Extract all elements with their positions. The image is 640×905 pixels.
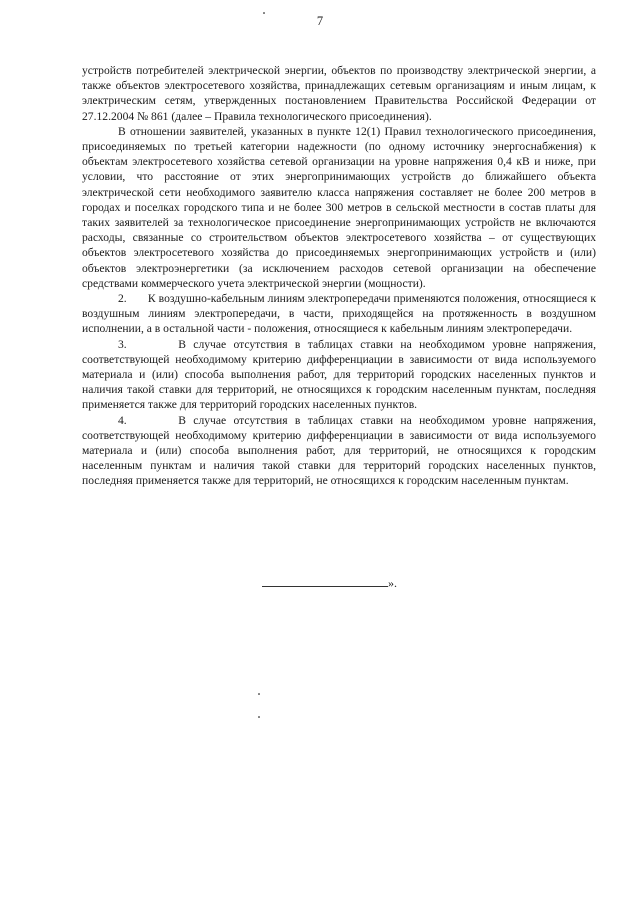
paragraph-item-4: 4. В случае отсутствия в таблицах ставки на необходимом уровне напряжения, соответствующей необходимому критерию дифференциации в зависимости от вида используемого материала и (или) способа выполнения работ, для территорий, не относящихся к городским населенным пунктам и наличия такой ставки для территорий городских населенных пунктов, последняя применяется также для территорий, не относящихся к городским населенным пунктам. — [82, 413, 596, 488]
scan-speck — [263, 12, 265, 14]
closing-quote: ». — [388, 576, 397, 590]
scan-speck — [258, 716, 260, 718]
closing-line-block — [262, 576, 397, 591]
scan-speck — [258, 693, 260, 695]
paragraph-continuation: устройств потребителей электрической энергии, объектов по производству электрической энергии, а также объектов электросетевого хозяйства, принадлежащих сетевым организациям и иным лицам, к электрическим сетям, утвержденных постановлением Правительства Российской Федерации от 27.12.2004 № 861 (далее – Правила технологического присоединения). — [82, 64, 596, 123]
separator-line — [262, 577, 388, 587]
document-body — [82, 63, 596, 489]
paragraph-item-2: 2. К воздушно-кабельным линиям электропередачи применяются положения, относящиеся к воздушным линиям электропередачи, в части, приходящейся на протяженность в воздушном исполнении, а в остальной части - положения, относящиеся к кабельным линиям электропередачи. — [82, 292, 596, 336]
page-number: 7 — [316, 14, 324, 28]
paragraph-applicants: В отношении заявителей, указанных в пункте 12(1) Правил технологического присоединения, присоединяемых по третьей категории надежности (по одному источнику энергоснабжения) к объектам электросетевого хозяйства сетевой организации на уровне напряжения 0,4 кВ и ниже, при условии, что расстояние от этих энергопринимающих устройств до ближайшего объекта электрической сети необходимого заявителю класса напряжения составляет не более 200 метров в городах и поселках городского типа и не более 300 метров в сельской местности в состав платы для таких заявителей за технологическое присоединение энергопринимающих устройств не включаются расходы, связанные со строительством объектов электросетевого хозяйства – от существующих объектов электросетевого хозяйства до присоединяемых энергопринимающих устройств и (или) объектов электроэнергетики (за исключением расходов сетевой организации на обеспечение средствами коммерческого учета электрической энергии (мощности). — [82, 124, 596, 290]
paragraph-item-3: 3. В случае отсутствия в таблицах ставки на необходимом уровне напряжения, соответствующей необходимому критерию дифференциации в зависимости от вида используемого материала и (или) способа выполнения работ, для территорий городских населенных пунктов и наличия такой ставки для территорий, не относящихся к городским населенным пунктам, последняя применяется также для территорий городских населенных пунктов. — [82, 337, 596, 412]
